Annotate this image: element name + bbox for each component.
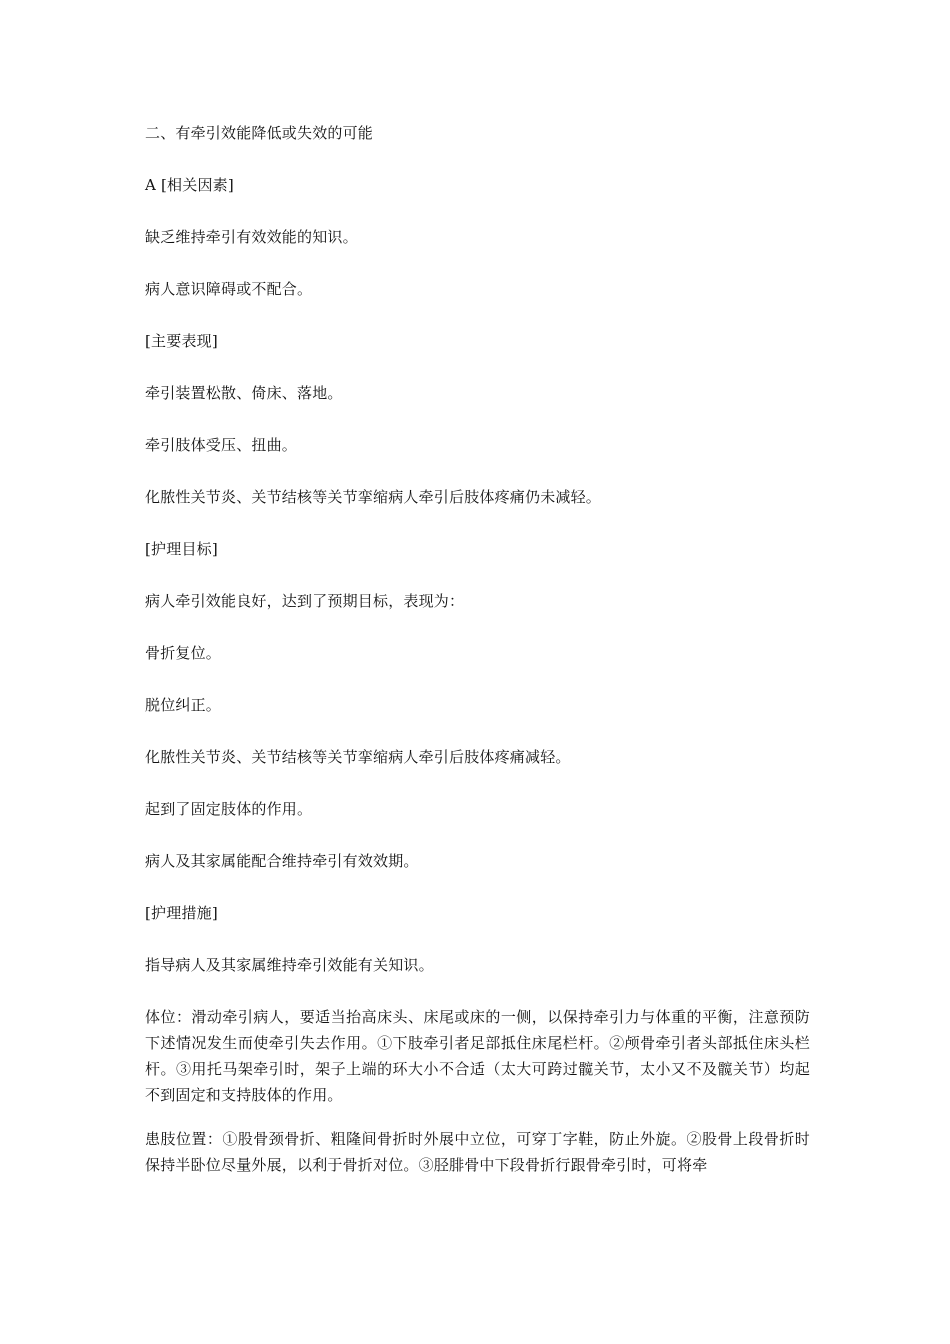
goal-item: 病人牵引效能良好，达到了预期目标，表现为： — [145, 592, 465, 610]
manifestation-item: 化脓性关节炎、关节结核等关节挛缩病人牵引后肢体疼痛仍未减轻。 — [145, 488, 602, 506]
related-factor-item: 缺乏维持牵引有效效能的知识。 — [145, 228, 358, 246]
goals-heading: [护理目标] — [145, 540, 218, 558]
manifestations-heading: [主要表现] — [145, 332, 218, 350]
goal-item: 病人及其家属能配合维持牵引有效效期。 — [145, 852, 419, 870]
section-title: 二、有牵引效能降低或失效的可能 — [145, 124, 374, 142]
manifestation-item: 牵引装置松散、倚床、落地。 — [145, 384, 343, 402]
body-paragraph-limb-position: 患肢位置：①股骨颈骨折、粗隆间骨折时外展中立位，可穿丁字鞋，防止外旋。②股骨上段骨折时保持半卧位尽量外展，以利于骨折对位。③胫腓骨中下段骨折行跟骨牵引时，可将牵 — [145, 1130, 810, 1174]
manifestation-item: 牵引肢体受压、扭曲。 — [145, 436, 298, 454]
measures-heading: [护理措施] — [145, 904, 218, 922]
related-factors-heading: A [相关因素] — [145, 176, 234, 194]
goal-item: 起到了固定肢体的作用。 — [145, 800, 313, 818]
measure-item: 指导病人及其家属维持牵引效能有关知识。 — [145, 956, 434, 974]
goal-item: 骨折复位。 — [145, 644, 222, 662]
body-paragraph-posture: 体位：滑动牵引病人，要适当抬高床头、床尾或床的一侧，以保持牵引力与体重的平衡，注意预防下述情况发生而使牵引失去作用。①下肢牵引者足部抵住床尾栏杆。②颅骨牵引者头部抵住床头栏杆。③用托马架牵引时，架子上端的环大小不合适（太大可跨过髋关节，太小又不及髋关节）均起不到固定和支持肢体的作用。 — [145, 1008, 810, 1104]
document-body — [145, 120, 810, 1196]
goal-item: 化脓性关节炎、关节结核等关节挛缩病人牵引后肢体疼痛减轻。 — [145, 748, 571, 766]
related-factor-item: 病人意识障碍或不配合。 — [145, 280, 313, 298]
goal-item: 脱位纠正。 — [145, 696, 222, 714]
